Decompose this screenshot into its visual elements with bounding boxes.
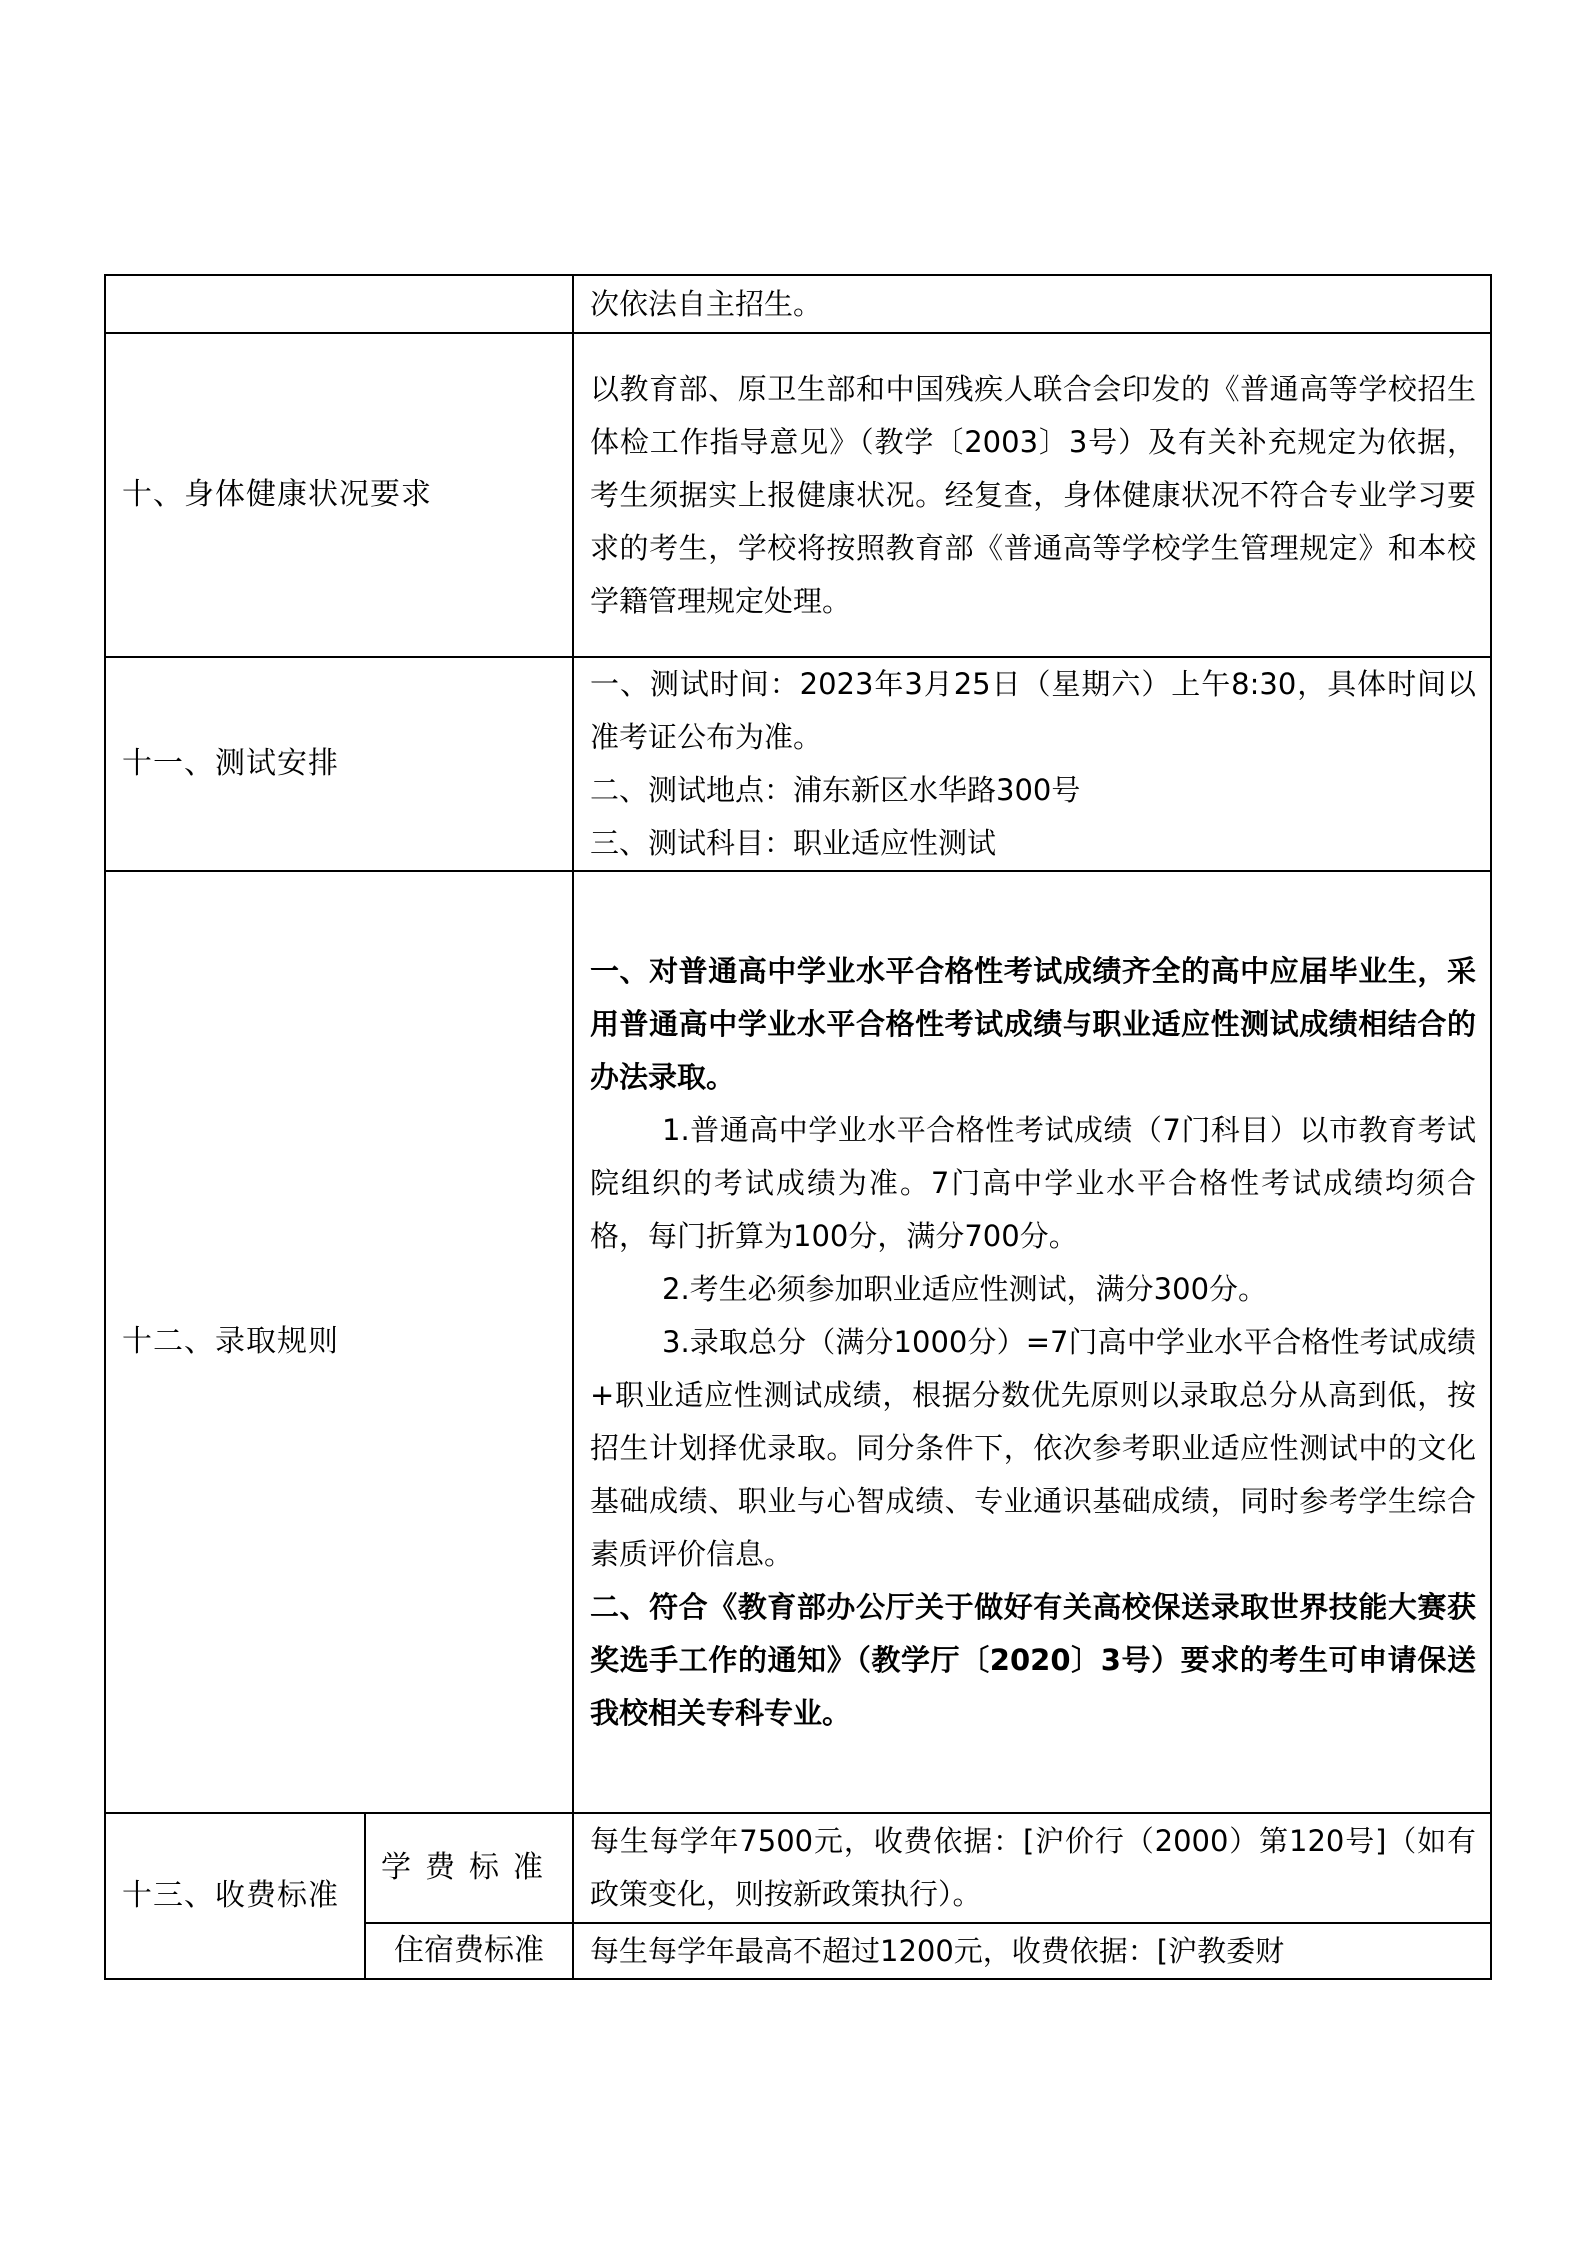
lodging-content: 每生每学年最高不超过1200元，收费依据：[沪教委财 xyxy=(573,1923,1491,1979)
table-row-tuition xyxy=(105,1813,1491,1923)
admission-label: 十二、录取规则 xyxy=(105,871,573,1813)
table-row-health xyxy=(105,333,1491,657)
test-location-line: 二、测试地点：浦东新区水华路300号 xyxy=(590,773,1081,807)
test-subject-line: 三、测试科目：职业适应性测试 xyxy=(590,826,997,860)
tuition-label: 学费标准 xyxy=(365,1813,573,1923)
tuition-content: 每生每学年7500元，收费依据：[沪价行（2000）第120号]（如有政策变化，则按新政策执行）。 xyxy=(573,1813,1491,1923)
admission-heading-1: 一、对普通高中学业水平合格性考试成绩齐全的高中应届毕业生，采用普通高中学业水平合格性考试成绩与职业适应性测试成绩相结合的办法录取。 xyxy=(590,953,1476,1094)
admission-item-1: 1.普通高中学业水平合格性考试成绩（7门科目）以市教育考试院组织的考试成绩为准。7门高中学业水平合格性考试成绩均须合格，每门折算为100分，满分700分。 xyxy=(590,1112,1476,1253)
admission-heading-2: 二、符合《教育部办公厅关于做好有关高校保送录取世界技能大赛获奖选手工作的通知》（教学厅〔2020〕3号）要求的考生可申请保送我校相关专科专业。 xyxy=(590,1589,1476,1730)
table-row-test xyxy=(105,657,1491,871)
admission-content xyxy=(573,871,1491,1813)
admission-item-2: 2.考生必须参加职业适应性测试，满分300分。 xyxy=(662,1271,1268,1306)
fees-label: 十三、收费标准 xyxy=(105,1813,365,1979)
health-label: 十、身体健康状况要求 xyxy=(105,333,573,657)
document-table xyxy=(104,274,1492,1980)
health-content xyxy=(573,333,1491,657)
lodging-label: 住宿费标准 xyxy=(365,1923,573,1979)
health-text: 以教育部、原卫生部和中国残疾人联合会印发的《普通高等学校招生体检工作指导意见》（教学〔2003〕3号）及有关补充规定为依据，考生须据实上报健康状况。经复查，身体健康状况不符合专业学习要求的考生，学校将按照教育部《普通高等学校学生管理规定》和本校学籍管理规定处理。 xyxy=(590,371,1476,618)
continuation-text: 次依法自主招生。 xyxy=(573,275,1491,333)
table-row-continuation xyxy=(105,275,1491,333)
test-content xyxy=(573,657,1491,871)
admission-item-3: 3.录取总分（满分1000分）=7门高中学业水平合格性考试成绩+职业适应性测试成绩，根据分数优先原则以录取总分从高到低，按招生计划择优录取。同分条件下，依次参考职业适应性测试中的文化基础成绩、职业与心智成绩、专业通识基础成绩，同时参考学生综合素质评价信息。 xyxy=(590,1324,1476,1571)
test-label: 十一、测试安排 xyxy=(105,657,573,871)
empty-label-cell xyxy=(105,275,573,333)
test-time-line: 一、测试时间：2023年3月25日（星期六）上午8:30，具体时间以准考证公布为准。 xyxy=(590,667,1476,754)
table-row-admission xyxy=(105,871,1491,1813)
